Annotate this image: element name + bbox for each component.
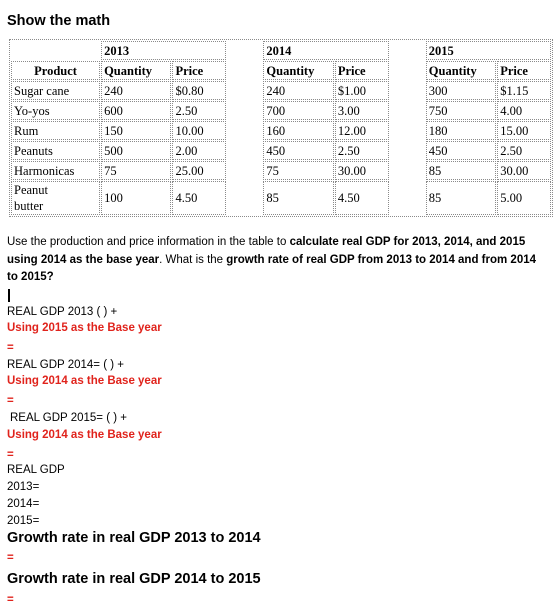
real-gdp-2013: 2013= [7, 481, 40, 493]
equals-line [7, 342, 14, 355]
real-gdp-2014: 2014= [7, 498, 40, 510]
empty-gap-cell [227, 41, 262, 60]
empty-gap-cell [227, 141, 262, 160]
question-bold: growth rate of real GDP from 2013 to 2014 and from 2014 to 2015? [7, 253, 537, 283]
quantity-cell: 150 [101, 121, 171, 140]
empty-gap-cell [390, 41, 425, 60]
work-rgdp-2014 [7, 359, 124, 372]
quantity-cell: 75 [263, 161, 333, 180]
table-row [11, 81, 551, 100]
product-cell: Rum [11, 121, 100, 140]
growth-rate-2014-2015: Growth rate in real GDP 2014 to 2015 [7, 571, 261, 587]
equals-line [7, 552, 14, 565]
quantity-cell: 240 [263, 81, 333, 100]
equals-sign: = [7, 594, 14, 606]
price-cell: 2.50 [172, 101, 226, 120]
product-cell: Yo-yos [11, 101, 100, 120]
price-cell: 30.00 [335, 161, 389, 180]
product-name-line: Peanut [14, 183, 49, 197]
quantity-cell: 450 [426, 141, 496, 160]
empty-gap-cell [227, 121, 262, 140]
price-cell: 30.00 [497, 161, 551, 180]
quantity-cell: 160 [263, 121, 333, 140]
price-cell: 5.00 [497, 181, 551, 215]
equals-line [7, 449, 14, 462]
price-cell: $1.15 [497, 81, 551, 100]
quantity-cell: 100 [101, 181, 171, 215]
work-rgdp-2013 [7, 306, 117, 319]
price-cell: $1.00 [335, 81, 389, 100]
empty-gap-cell [227, 101, 262, 120]
quantity-header-2015: Quantity [426, 61, 496, 80]
quantity-cell: 700 [263, 101, 333, 120]
quantity-cell: 750 [426, 101, 496, 120]
base-year-label: Using 2014 as the Base year [7, 429, 162, 441]
price-cell: 2.50 [497, 141, 551, 160]
price-header-2013: Price [172, 61, 226, 80]
equals-line [7, 395, 14, 408]
price-cell: 4.50 [172, 181, 226, 215]
text-cursor [8, 289, 10, 302]
year-header-row [11, 41, 551, 60]
product-cell: Harmonicas [11, 161, 100, 180]
product-cell [11, 181, 100, 215]
empty-gap-cell [390, 181, 425, 215]
empty-gap-cell [390, 61, 425, 80]
empty-gap-cell [227, 161, 262, 180]
quantity-cell: 85 [426, 181, 496, 215]
rgdp-2013-line: REAL GDP 2013 ( ) + [7, 306, 118, 318]
product-name-line: butter [14, 199, 44, 213]
equals-sign: = [7, 342, 14, 354]
year-header-2013: 2013 [101, 41, 226, 60]
quantity-cell: 300 [426, 81, 496, 100]
price-cell: 15.00 [497, 121, 551, 140]
table-row [11, 161, 551, 180]
product-cell: Peanuts [11, 141, 100, 160]
year-header-2015: 2015 [426, 41, 551, 60]
table-row [11, 141, 551, 160]
real-gdp-summary [7, 464, 65, 532]
price-cell: 2.00 [172, 141, 226, 160]
base-year-2015-note [7, 322, 162, 335]
quantity-cell: 85 [263, 181, 333, 215]
empty-gap-cell [227, 81, 262, 100]
empty-gap-cell [227, 181, 262, 215]
question-part: . What is the [159, 253, 227, 266]
base-year-2014-note [7, 375, 162, 388]
quantity-cell: 85 [426, 161, 496, 180]
equals-sign: = [7, 552, 14, 564]
empty-gap-cell [390, 81, 425, 100]
equals-line [7, 594, 14, 607]
quantity-cell: 75 [101, 161, 171, 180]
real-gdp-label: REAL GDP [7, 464, 65, 476]
rgdp-2015-line: REAL GDP 2015= ( ) + [10, 412, 127, 424]
price-header-2014: Price [335, 61, 389, 80]
price-cell: 4.50 [335, 181, 389, 215]
table-row [11, 101, 551, 120]
empty-gap-cell [227, 61, 262, 80]
price-cell: 3.00 [335, 101, 389, 120]
price-cell: 12.00 [335, 121, 389, 140]
price-cell: 25.00 [172, 161, 226, 180]
price-header-2015: Price [497, 61, 551, 80]
table-row [11, 181, 551, 215]
product-cell: Sugar cane [11, 81, 100, 100]
quantity-cell: 240 [101, 81, 171, 100]
work-rgdp-2015 [10, 412, 127, 425]
page-title: Show the math [7, 13, 111, 29]
quantity-cell: 180 [426, 121, 496, 140]
empty-gap-cell [390, 141, 425, 160]
year-header-2014: 2014 [263, 41, 388, 60]
quantity-cell: 450 [263, 141, 333, 160]
base-year-label: Using 2014 as the Base year [7, 375, 162, 387]
equals-sign: = [7, 449, 14, 461]
rgdp-2014-line: REAL GDP 2014= ( ) + [7, 359, 124, 371]
equals-sign: = [7, 395, 14, 407]
quantity-cell: 600 [101, 101, 171, 120]
quantity-header-2014: Quantity [263, 61, 333, 80]
empty-gap-cell [390, 101, 425, 120]
empty-gap-cell [390, 121, 425, 140]
price-cell: 2.50 [335, 141, 389, 160]
price-cell: 10.00 [172, 121, 226, 140]
quantity-header-2013: Quantity [101, 61, 171, 80]
price-cell: $0.80 [172, 81, 226, 100]
base-year-2014-note [7, 429, 162, 442]
product-header: Product [11, 61, 100, 80]
growth-rate-2013-2014: Growth rate in real GDP 2013 to 2014 [7, 530, 261, 546]
quantity-cell: 500 [101, 141, 171, 160]
question-text [7, 234, 550, 287]
empty-gap-cell [390, 161, 425, 180]
gdp-data-table [9, 39, 553, 217]
column-header-row [11, 61, 551, 80]
question-part: Use the production and price information in the table to [7, 236, 290, 248]
base-year-label: Using 2015 as the Base year [7, 322, 162, 334]
real-gdp-2015: 2015= [7, 515, 40, 527]
table-row [11, 121, 551, 140]
empty-header-cell [11, 41, 100, 60]
price-cell: 4.00 [497, 101, 551, 120]
question-bold: calculate real GDP for 2013, 2014, and 2015 using 2014 as the base year [7, 236, 526, 266]
